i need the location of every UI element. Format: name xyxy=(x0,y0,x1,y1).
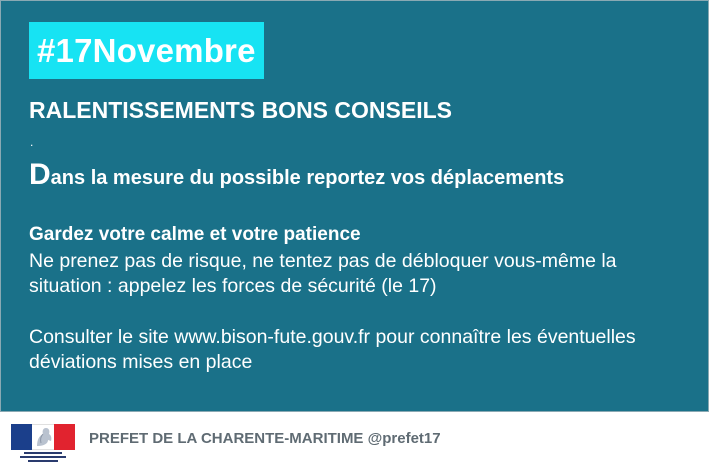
tip-calm-heading: Gardez votre calme et votre patience xyxy=(29,224,361,245)
marianne-icon xyxy=(31,426,55,448)
panel-title: RALENTISSEMENTS BONS CONSEILS xyxy=(29,97,452,123)
republique-francaise-logo xyxy=(11,424,75,462)
logo-caption-lines xyxy=(11,452,75,464)
tip-postpone-text: ans la mesure du possible reportez vos déplacements xyxy=(50,167,565,189)
separator-dot: . xyxy=(30,135,34,149)
tip-postpone-travel xyxy=(29,157,564,196)
footer-bar xyxy=(0,412,709,472)
tip-drop-cap: D xyxy=(29,158,51,191)
footer-signature: PREFET DE LA CHARENTE-MARITIME @prefet17 xyxy=(89,430,441,447)
tip-consult-site: Consulter le site www.bison-fute.gouv.fr pour connaître les éventuelles déviations mises en place xyxy=(29,326,636,373)
hashtag-badge[interactable]: #17Novembre xyxy=(29,22,264,79)
tip-no-risk: Ne prenez pas de risque, ne tentez pas de débloquer vous-même la situation : appelez les forces de sécurité (le 17) xyxy=(29,250,617,297)
